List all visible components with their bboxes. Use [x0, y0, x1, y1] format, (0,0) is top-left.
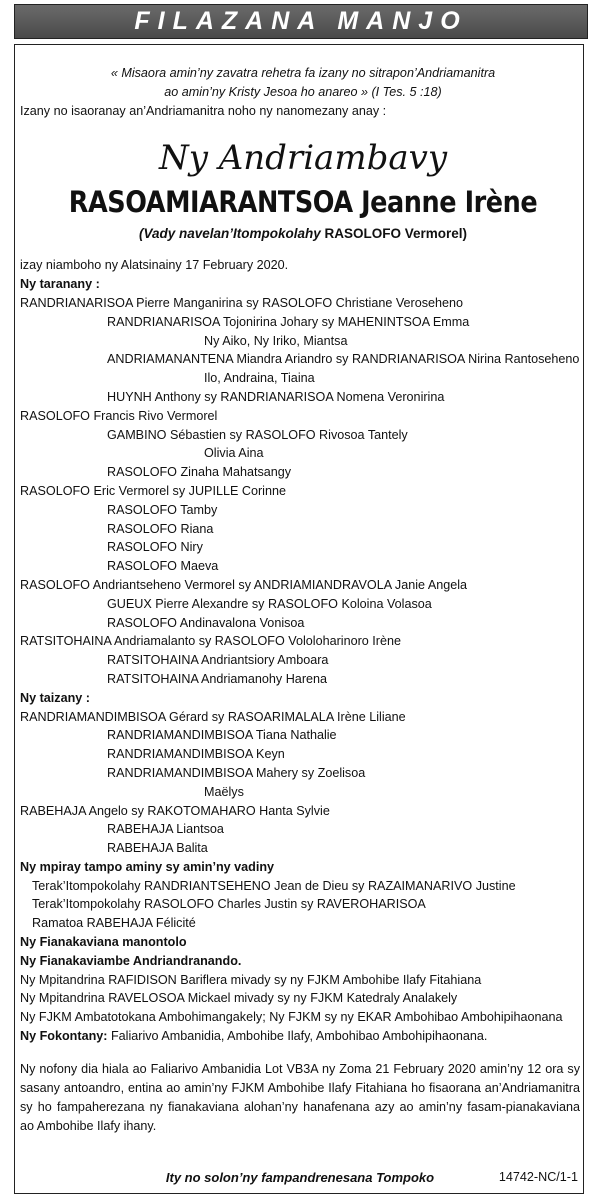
- honorific-title: Ny Andriambavy: [158, 138, 448, 179]
- fokontany-text: Faliarivo Ambanidia, Ambohibe Ilafy, Ambohibao Ambohipihaonana.: [107, 1029, 488, 1044]
- spouse-name: RASOLOFO Vermorel): [324, 226, 468, 242]
- family-line: Ny FJKM Ambatotokana Ambohimangakely; Ny FJKM sy ny EKAR Ambohibao Ambohipihaonana: [20, 1010, 563, 1025]
- family-line: RASOLOFO Andriantseheno Vermorel sy ANDRIAMIANDRAVOLA Janie Angela: [20, 577, 468, 592]
- notice-footer: [20, 1170, 580, 1192]
- family-line: RATSITOHAINA Andriamalanto sy RASOLOFO Vololoharinoro Irène: [20, 634, 402, 649]
- family-line: RASOLOFO Tamby: [107, 502, 218, 517]
- family-list: [20, 275, 586, 1027]
- family-line: RASOLOFO Riana: [107, 521, 214, 536]
- family-line: Terak’Itompokolahy RASOLOFO Charles Justin sy RAVEROHARISOA: [32, 897, 426, 912]
- family-line: Olivia Aina: [204, 446, 264, 461]
- family-line: RABEHAJA Angelo sy RAKOTOMAHARO Hanta Sylvie: [20, 803, 330, 818]
- family-line: RASOLOFO Eric Vermorel sy JUPILLE Corinne: [20, 483, 286, 498]
- family-line: Ny mpiray tampo aminy sy amin’ny vadiny: [20, 859, 275, 874]
- family-line: RANDRIAMANDIMBISOA Keyn: [107, 747, 285, 762]
- family-line: Ny taranany :: [20, 277, 100, 292]
- fokontany-line: [20, 1027, 586, 1046]
- family-line: RANDRIANARISOA Pierre Manganirina sy RASOLOFO Christiane Veroseheno: [20, 295, 464, 310]
- spouse-line: [20, 222, 586, 246]
- reference-number: 14742-NC/1-1: [498, 1170, 578, 1184]
- family-line: Terak’Itompokolahy RANDRIANTSEHENO Jean de Dieu sy RAZAIMANARIVO Justine: [32, 878, 516, 893]
- deceased-name: RASOAMIARANTSOA Jeanne Irène: [68, 185, 538, 220]
- family-line: Maëlys: [204, 784, 244, 799]
- family-line: RANDRIAMANDIMBISOA Gérard sy RASOARIMALALA Irène Liliane: [20, 709, 406, 724]
- footer-slogan: Ity no solon’ny fampandrenesana Tompoko: [165, 1170, 435, 1185]
- bible-verse-line-1: « Misaora amin’ny zavatra rehetra fa izany no sitrapon’Andriamanitra: [110, 66, 496, 80]
- announcement-banner: [14, 4, 588, 39]
- family-line: RABEHAJA Balita: [107, 841, 208, 856]
- family-line: RATSITOHAINA Andriamanohy Harena: [107, 671, 328, 686]
- family-line: RANDRIAMANDIMBISOA Mahery sy Zoelisoa: [107, 765, 366, 780]
- family-line: GAMBINO Sébastien sy RASOLOFO Rivosoa Tantely: [107, 427, 408, 442]
- death-date: izay niamboho ny Alatsinainy 17 February 2020.: [20, 258, 289, 273]
- family-line: RASOLOFO Zinaha Mahatsangy: [107, 465, 292, 480]
- intro-text: Izany no isaoranay an’Andriamanitra noho ny nanomezany anay :: [20, 103, 387, 118]
- notice-content: [20, 64, 586, 1136]
- fokontany-label: Ny Fokontany:: [20, 1029, 108, 1044]
- family-line: RASOLOFO Niry: [107, 540, 203, 555]
- family-line: Ny Fianakaviambe Andriandranando.: [20, 953, 242, 968]
- family-line: RANDRIAMANDIMBISOA Tiana Nathalie: [107, 728, 337, 743]
- family-line: Ny Mpitandrina RAFIDISON Bariflera mivady sy ny FJKM Ambohibe Ilafy Fitahiana: [20, 972, 482, 987]
- family-line: Ny taizany :: [20, 690, 90, 705]
- family-line: Ramatoa RABEHAJA Félicité: [32, 916, 196, 931]
- banner-title: FILAZANA MANJO: [134, 7, 468, 35]
- family-line: RASOLOFO Francis Rivo Vermorel: [20, 408, 218, 423]
- family-line: RABEHAJA Liantsoa: [107, 822, 224, 837]
- family-line: GUEUX Pierre Alexandre sy RASOLOFO Koloina Volasoa: [107, 596, 432, 611]
- family-line: RANDRIANARISOA Tojonirina Johary sy MAHENINTSOA Emma: [107, 314, 470, 329]
- funeral-paragraph: Ny nofony dia hiala ao Faliarivo Ambanidia Lot VB3A ny Zoma 21 February 2020 amin’ny 12 ora sy sasany antoandro, entina ao amin’ny FJKM Ambohibe Ilafy Fitahiana ho fisaorana an’Andriamanitra sy ho fampaherezana ny fianakaviana alohan’ny hanafenana azy ao amin’ny fasam-pianakaviana ao Ambohibe Ilafy ihany.: [20, 1061, 580, 1133]
- family-line: Ny Aiko, Ny Iriko, Miantsa: [204, 333, 348, 348]
- bible-verse-line-2: ao amin’ny Kristy Jesoa ho anareo » (I Tes. 5 :18): [164, 84, 442, 99]
- family-line: Ilo, Andraina, Tiaina: [204, 371, 315, 386]
- family-line: ANDRIAMANANTENA Miandra Ariandro sy RANDRIANARISOA Nirina Rantoseheno: [107, 352, 580, 367]
- family-line: RASOLOFO Maeva: [107, 559, 219, 574]
- family-line: HUYNH Anthony sy RANDRIANARISOA Nomena Veronirina: [107, 389, 445, 404]
- family-line: RATSITOHAINA Andriantsiory Amboara: [107, 653, 329, 668]
- family-line: RASOLOFO Andinavalona Vonisoa: [107, 615, 305, 630]
- family-line: Ny Fianakaviana manontolo: [20, 935, 187, 950]
- spouse-prefix: (Vady navelan’Itompokolahy: [138, 226, 321, 242]
- family-line: Ny Mpitandrina RAVELOSOA Mickael mivady sy ny FJKM Katedraly Analakely: [20, 991, 458, 1006]
